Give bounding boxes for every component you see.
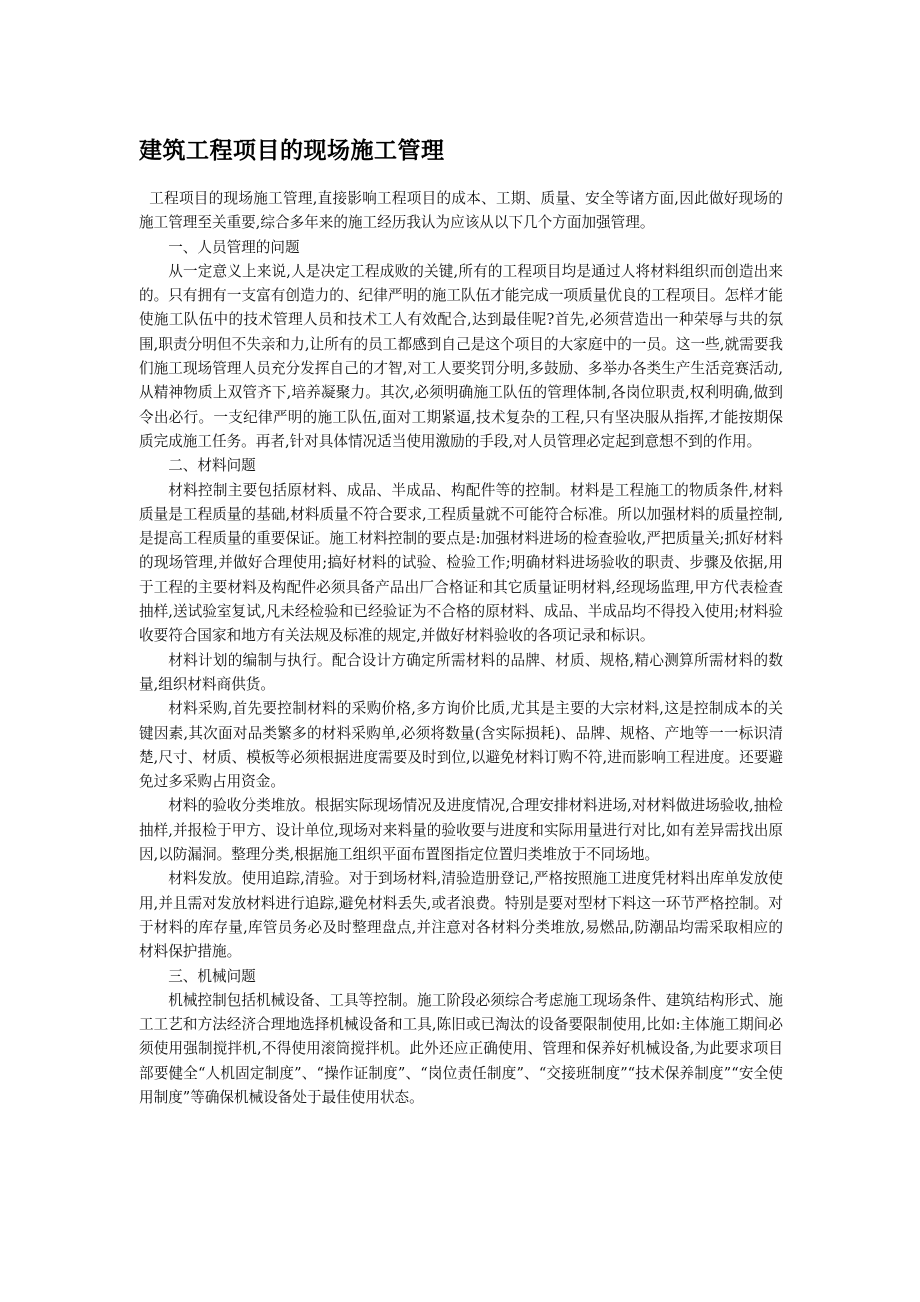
body-paragraph: 材料发放。使用追踪,清验。对于到场材料,清验造册登记,严格按照施工进度凭材料出库单发放使用,并且需对发放材料进行追踪,避免材料丢失,或者浪费。特别是要对型材下料这一环节严格控制。对于材料的库存量,库管员务必及时整理盘点,并注意对各材料分类堆放,易燃品,防潮品均需采取相应的材料保护措施。 bbox=[139, 870, 783, 961]
section-heading-materials: 二、材料问题 bbox=[168, 457, 256, 475]
body-paragraph: 材料的验收分类堆放。根据实际现场情况及进度情况,合理安排材料进场,对材料做进场验收,抽检抽样,并报检于甲方、设计单位,现场对来料量的验收要与进度和实际用量进行对比,如有差异需找出原因,以防漏洞。整理分类,根据施工组织平面布置图指定位置归类堆放于不同场地。 bbox=[139, 797, 783, 864]
faint-watermark bbox=[230, 582, 750, 662]
section-heading-machinery: 三、机械问题 bbox=[168, 967, 256, 985]
intro-paragraph: 工程项目的现场施工管理,直接影响工程项目的成本、工期、质量、安全等诸方面,因此做好现场的施工管理至关重要,综合多年来的施工经历我认为应该从以下几个方面加强管理。 bbox=[139, 190, 783, 232]
section-heading-personnel: 一、人员管理的问题 bbox=[168, 238, 300, 256]
body-paragraph: 材料控制主要包括原材料、成品、半成品、构配件等的控制。材料是工程施工的物质条件,材料质量是工程质量的基础,材料质量不符合要求,工程质量就不可能符合标准。所以加强材料的质量控制,是提高工程质量的重要保证。施工材料控制的要点是:加强材料进场的检查验收,严把质量关;抓好材料的现场管理,并做好合理使用;搞好材料的试验、检验工作;明确材料进场验收的职责、步骤及依据,用于工程的主要材料及构配件必须具备产品出厂合格证和其它质量证明材料,经现场监理,甲方代表检查抽样,送试验室复试,凡未经检验和已经验证为不合格的原材料、成品、半成品均不得投入使用;材料验收要符合国家和地方有关法规及标准的规定,并做好材料验收的各项记录和标识。 bbox=[139, 481, 783, 645]
body-paragraph: 材料计划的编制与执行。配合设计方确定所需材料的品牌、材质、规格,精心测算所需材料的数量,组织材料商供货。 bbox=[139, 651, 783, 693]
body-paragraph: 材料采购,首先要控制材料的采购价格,多方询价比质,尤其是主要的大宗材料,这是控制成本的关键因素,其次面对品类繁多的材料采购单,必须将数量(含实际损耗)、品牌、规格、产地等一一标识清楚,尺寸、材质、模板等必须根据进度需要及时到位,以避免材料订购不符,进而影响工程进度。还要避免过多采购占用资金。 bbox=[139, 700, 783, 791]
document-title: 建筑工程项目的现场施工管理 bbox=[139, 138, 445, 164]
body-paragraph: 机械控制包括机械设备、工具等控制。施工阶段必须综合考虑施工现场条件、建筑结构形式、施工工艺和方法经济合理地选择机械设备和工具,陈旧或已淘汰的设备要限制使用,比如:主体施工期间必须使用强制搅拌机,不得使用滚筒搅拌机。此外还应正确使用、管理和保养好机械设备,为此要求项目部要健全“人机固定制度”、“操作证制度”、“岗位责任制度”、“交接班制度”“技术保养制度”“安全使用制度”等确保机械设备处于最佳使用状态。 bbox=[139, 991, 783, 1106]
body-paragraph: 从一定意义上来说,人是决定工程成败的关键,所有的工程项目均是通过人将材料组织而创造出来的。只有拥有一支富有创造力的、纪律严明的施工队伍才能完成一项质量优良的工程项目。怎样才能使施工队伍中的技术管理人员和技术工人有效配合,达到最佳呢?首先,必须营造出一种荣辱与共的氛围,职责分明但不失亲和力,让所有的员工都感到自己是这个项目的大家庭中的一员。这一些,就需要我们施工现场管理人员充分发挥自己的才智,对工人要奖罚分明,多鼓励、多举办各类生产生活竞赛活动,从精神物质上双管齐下,培养凝聚力。其次,必须明确施工队伍的管理体制,各岗位职责,权利明确,做到令出必行。一支纪律严明的施工队伍,面对工期紧逼,技术复杂的工程,只有坚决服从指挥,才能按期保质完成施工任务。再者,针对具体情况适当使用激励的手段,对人员管理必定起到意想不到的作用。 bbox=[139, 262, 783, 450]
